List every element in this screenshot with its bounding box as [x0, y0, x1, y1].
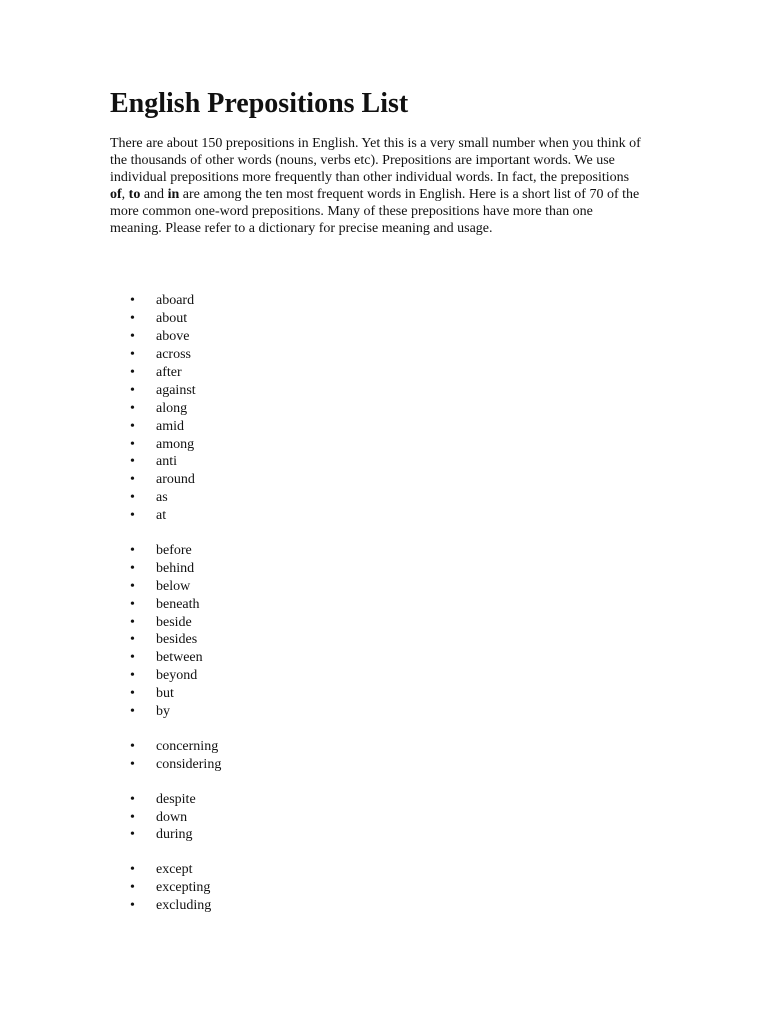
preposition-word: except — [156, 862, 193, 878]
bullet-icon: • — [130, 329, 135, 345]
preposition-word: but — [156, 686, 174, 702]
preposition-word: behind — [156, 560, 195, 576]
list-item — [110, 310, 650, 328]
bullet-icon: • — [130, 827, 135, 843]
bullet-icon: • — [130, 436, 135, 452]
bullet-icon: • — [130, 668, 135, 684]
bullet-icon: • — [130, 686, 135, 702]
preposition-word: as — [156, 490, 168, 506]
page-title: English Prepositions List — [110, 88, 409, 119]
preposition-word: at — [156, 508, 167, 524]
list-item — [110, 596, 650, 614]
preposition-word: beyond — [156, 668, 198, 684]
bullet-icon: • — [130, 293, 135, 309]
preposition-word: before — [156, 543, 192, 559]
list-item — [110, 560, 650, 578]
bullet-icon: • — [130, 738, 135, 754]
preposition-word: besides — [156, 632, 198, 648]
list-item — [110, 436, 650, 454]
list-item — [110, 471, 650, 489]
list-item — [110, 400, 650, 418]
bullet-icon: • — [130, 791, 135, 807]
intro-separator: and — [140, 186, 168, 202]
preposition-word: about — [156, 311, 188, 327]
bullet-icon: • — [130, 347, 135, 363]
preposition-group — [110, 738, 650, 774]
list-item — [110, 703, 650, 721]
preposition-word: during — [156, 827, 193, 843]
intro-text: are among the ten most frequent words in English. Here is a short list of 70 of the more common one-word prepositions. Many of these prepositions have more than one meaning. Please refer to a dictionary for precise meaning and usage. — [110, 186, 640, 236]
preposition-word: around — [156, 472, 195, 488]
bold-preposition-to: to — [128, 186, 141, 202]
preposition-word: among — [156, 436, 195, 452]
preposition-word: down — [156, 809, 188, 825]
preposition-word: along — [156, 400, 188, 416]
preposition-word: between — [156, 650, 203, 666]
list-item — [110, 507, 650, 525]
bullet-icon: • — [130, 543, 135, 559]
bold-preposition-of: of — [110, 186, 122, 202]
bullet-icon: • — [130, 614, 135, 630]
preposition-word: considering — [156, 756, 222, 772]
list-item — [110, 453, 650, 471]
list-item — [110, 826, 650, 844]
bullet-icon: • — [130, 472, 135, 488]
preposition-word: anti — [156, 454, 177, 470]
preposition-lists — [110, 292, 650, 915]
bullet-icon: • — [130, 560, 135, 576]
document-page — [110, 84, 650, 932]
preposition-word: across — [156, 347, 191, 363]
list-item — [110, 738, 650, 756]
intro-text: There are about 150 prepositions in English. Yet this is a very small number when you think of the thousands of other words (nouns, verbs etc). Prepositions are important words. We use individual prepositions more frequently than other individual words. In fact, the prepositions — [110, 136, 641, 185]
preposition-word: concerning — [156, 738, 219, 754]
bullet-icon: • — [130, 508, 135, 524]
bullet-icon: • — [130, 880, 135, 896]
preposition-word: beside — [156, 614, 192, 630]
bullet-icon: • — [130, 418, 135, 434]
bullet-icon: • — [130, 596, 135, 612]
bullet-icon: • — [130, 490, 135, 506]
list-item — [110, 578, 650, 596]
bullet-icon: • — [130, 650, 135, 666]
list-item — [110, 879, 650, 897]
preposition-word: against — [156, 382, 196, 398]
bold-preposition-in: in — [167, 186, 180, 202]
intro-separator: , — [121, 186, 129, 202]
list-item — [110, 489, 650, 507]
preposition-word: excepting — [156, 880, 211, 896]
list-item — [110, 649, 650, 667]
list-item — [110, 542, 650, 560]
preposition-word: below — [156, 578, 191, 594]
list-item — [110, 791, 650, 809]
bullet-icon: • — [130, 862, 135, 878]
list-item — [110, 382, 650, 400]
list-item — [110, 667, 650, 685]
list-item — [110, 292, 650, 310]
bullet-icon: • — [130, 454, 135, 470]
bullet-icon: • — [130, 632, 135, 648]
preposition-group — [110, 292, 650, 525]
preposition-group — [110, 861, 650, 915]
list-item — [110, 685, 650, 703]
bullet-icon: • — [130, 578, 135, 594]
list-item — [110, 897, 650, 915]
list-item — [110, 631, 650, 649]
bullet-icon: • — [130, 311, 135, 327]
list-item — [110, 809, 650, 827]
list-item — [110, 614, 650, 632]
preposition-word: beneath — [156, 596, 200, 612]
bullet-icon: • — [130, 365, 135, 380]
list-item — [110, 418, 650, 436]
bullet-icon: • — [130, 809, 135, 825]
preposition-word: by — [156, 704, 170, 720]
preposition-word: after — [156, 365, 182, 380]
preposition-word: excluding — [156, 898, 212, 914]
intro-paragraph — [110, 136, 645, 237]
list-item — [110, 346, 650, 364]
list-item — [110, 328, 650, 346]
bullet-icon: • — [130, 756, 135, 772]
preposition-word: despite — [156, 791, 196, 807]
bullet-icon: • — [130, 382, 135, 398]
list-item — [110, 861, 650, 879]
list-item — [110, 756, 650, 774]
bullet-icon: • — [130, 400, 135, 416]
bullet-icon: • — [130, 704, 135, 720]
preposition-word: aboard — [156, 293, 195, 309]
preposition-group — [110, 542, 650, 721]
bullet-icon: • — [130, 898, 135, 914]
preposition-word: above — [156, 329, 190, 345]
list-item — [110, 364, 650, 382]
preposition-word: amid — [156, 418, 184, 434]
preposition-group — [110, 791, 650, 845]
